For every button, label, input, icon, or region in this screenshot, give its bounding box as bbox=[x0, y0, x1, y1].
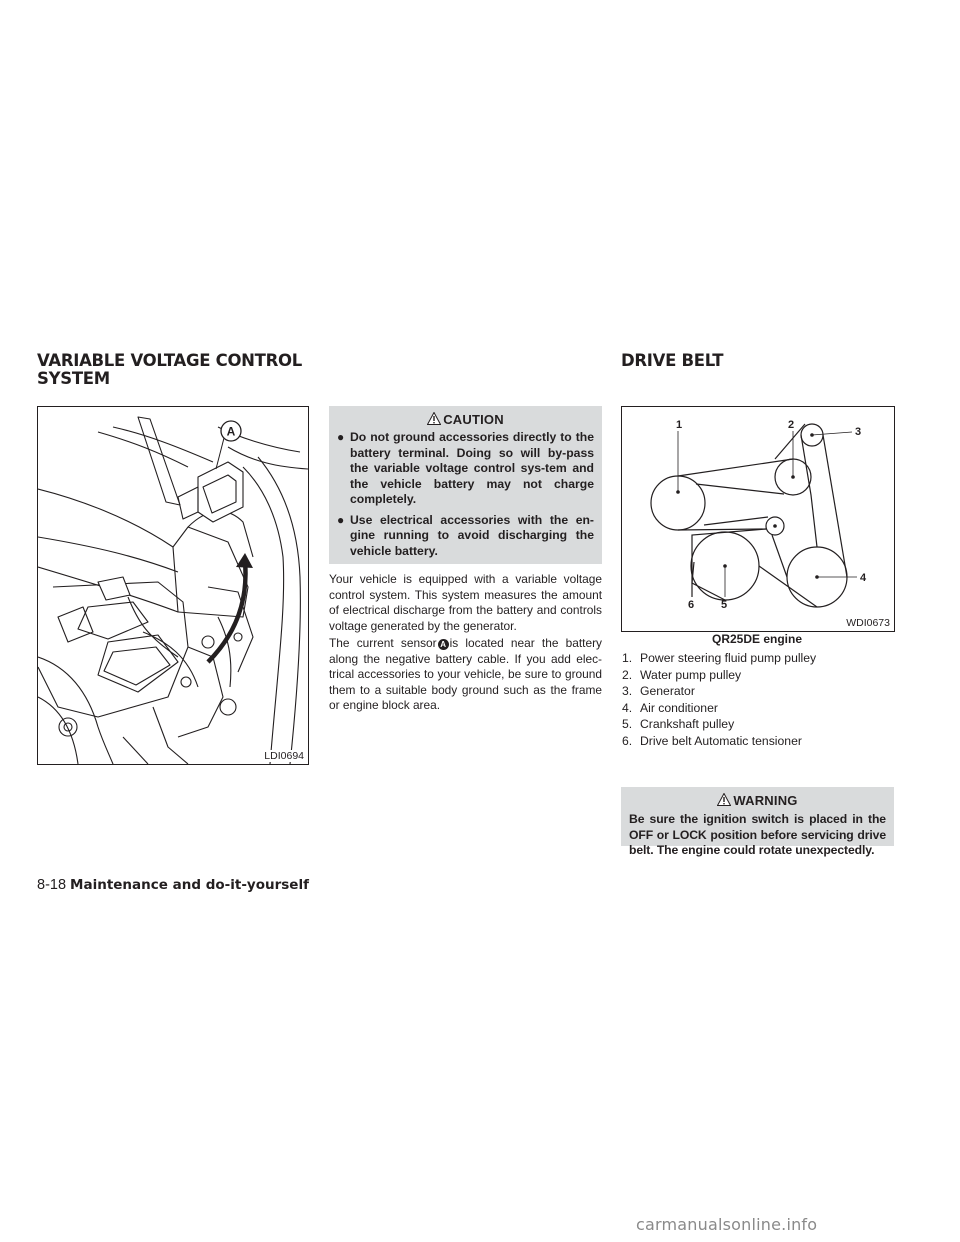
diagram-label-2: 2 bbox=[788, 419, 795, 431]
item-label: Air conditioner bbox=[640, 700, 718, 715]
caution-box bbox=[329, 406, 602, 564]
p2-start: The current sensor bbox=[329, 636, 437, 650]
bullet-icon: ● bbox=[337, 430, 345, 444]
p2-end: is located near the battery along the negative battery cable. If you add elec-trical accessories to your vehicle, be sure to ground them to a suitable body ground such as the frame or engine block area. bbox=[329, 636, 603, 712]
item-number: 4. bbox=[622, 700, 633, 715]
body-paragraph-2 bbox=[329, 636, 602, 714]
callout-a-label: A bbox=[226, 424, 236, 439]
caution-item-text: Use electrical accessories with the en-gine running to avoid discharging the vehicle battery. bbox=[350, 512, 594, 558]
item-number: 2. bbox=[622, 667, 633, 682]
battery-illustration bbox=[38, 407, 308, 764]
chapter-title: Maintenance and do-it-yourself bbox=[70, 877, 309, 893]
item-number: 6. bbox=[622, 733, 633, 748]
item-number: 1. bbox=[622, 651, 633, 665]
watermark[interactable]: carmanualsonline.info bbox=[636, 1215, 818, 1234]
caution-item bbox=[337, 430, 594, 508]
parts-list-item bbox=[622, 683, 816, 700]
diagram-label-1: 1 bbox=[676, 419, 683, 431]
figure1-id: LDI0694 bbox=[264, 750, 304, 762]
item-label: Drive belt Automatic tensioner bbox=[640, 733, 802, 748]
circled-a-marker: A bbox=[438, 639, 449, 650]
warning-text: Be sure the ignition switch is placed in the OFF or LOCK position before servicing drive belt. The engine could rotate unexpectedly. bbox=[629, 812, 886, 857]
page-footer bbox=[37, 877, 309, 893]
warning-triangle-icon bbox=[427, 412, 441, 425]
figure2-id: WDI0673 bbox=[846, 617, 890, 629]
warning-heading-row bbox=[621, 787, 894, 808]
caution-item-text: Do not ground accessories directly to the battery terminal. Doing so will by-pass the variable voltage control sys-tem and the vehicle battery may not charge completely. bbox=[350, 430, 594, 506]
diagram-label-5: 5 bbox=[721, 599, 728, 611]
item-number: 5. bbox=[622, 717, 633, 732]
warning-box bbox=[621, 787, 894, 857]
diagram-label-3: 3 bbox=[855, 426, 862, 438]
parts-list-item bbox=[622, 700, 816, 717]
item-number: 3. bbox=[622, 684, 633, 699]
parts-list bbox=[622, 650, 816, 750]
drive-belt-figure bbox=[621, 406, 895, 632]
section-title-variable-voltage: VARIABLE VOLTAGE CONTROL SYSTEM bbox=[37, 351, 302, 388]
drive-belt-diagram bbox=[622, 407, 894, 631]
item-label: Generator bbox=[640, 684, 695, 699]
item-label: Crankshaft pulley bbox=[640, 717, 735, 732]
parts-list-item bbox=[622, 667, 816, 684]
diagram-label-6: 6 bbox=[688, 599, 695, 611]
caution-list bbox=[329, 430, 602, 559]
parts-list-item bbox=[622, 650, 816, 667]
parts-list-item bbox=[622, 716, 816, 733]
bullet-icon: ● bbox=[337, 512, 345, 527]
section-title-drive-belt: DRIVE BELT bbox=[621, 351, 724, 370]
page-number: 8-18 bbox=[37, 877, 67, 893]
warning-triangle-icon bbox=[717, 793, 731, 806]
battery-sensor-figure bbox=[37, 406, 309, 765]
figure2-caption: QR25DE engine bbox=[711, 632, 803, 646]
body-paragraph-1: Your vehicle is equipped with a variable voltage control system. This system measures the amount of electrical discharge from the battery and controls voltage generated by the generator. bbox=[329, 572, 602, 633]
item-label: Water pump pulley bbox=[640, 667, 742, 682]
warning-heading: WARNING bbox=[733, 793, 798, 808]
caution-heading-row bbox=[329, 406, 602, 427]
caution-heading: CAUTION bbox=[443, 412, 504, 427]
parts-list-item bbox=[622, 733, 816, 750]
diagram-label-4: 4 bbox=[860, 572, 867, 584]
item-label: Power steering fluid pump pulley bbox=[640, 651, 817, 665]
caution-item bbox=[337, 513, 594, 560]
